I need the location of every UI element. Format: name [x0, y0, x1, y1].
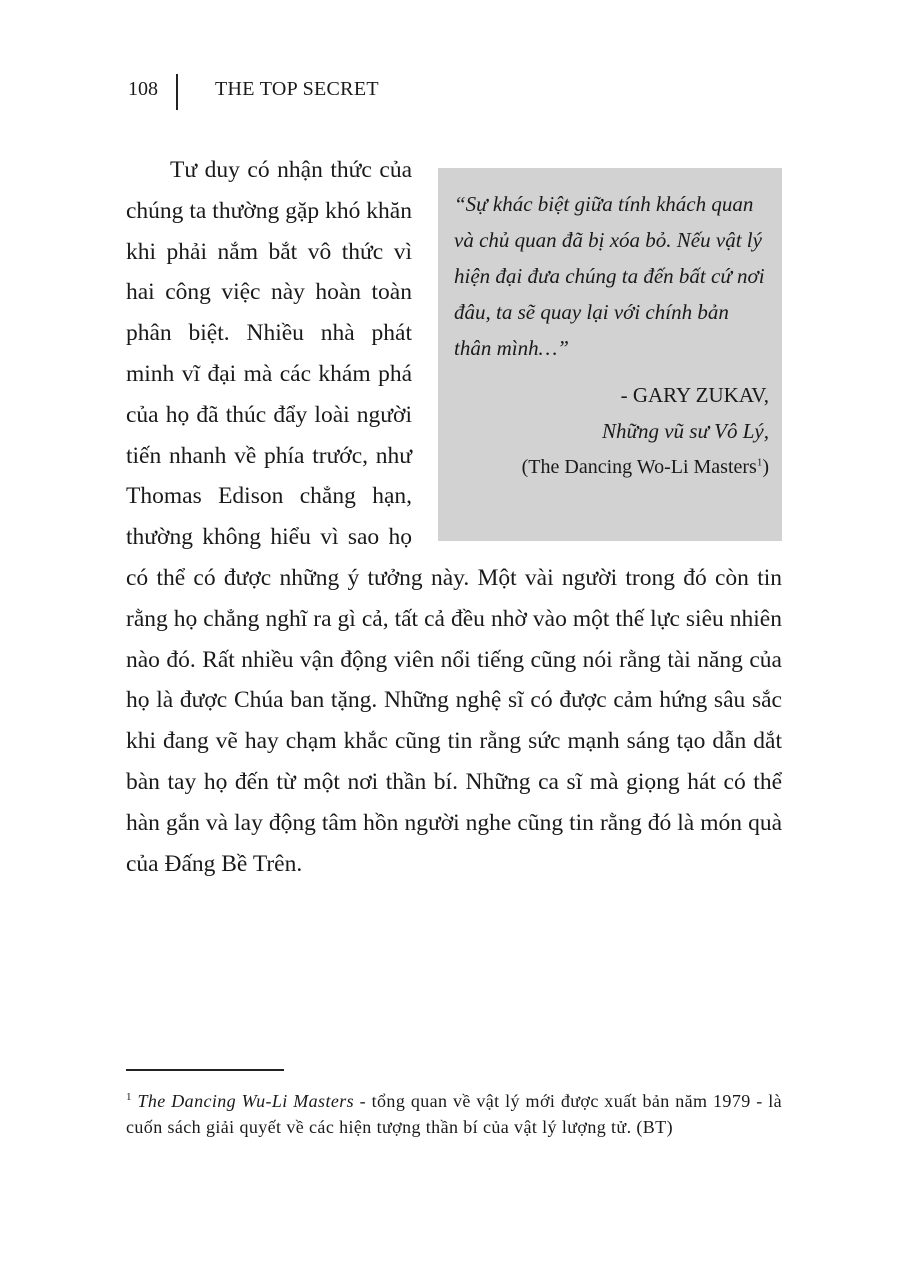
page-number: 108 — [128, 78, 158, 100]
quote-author: - GARY ZUKAV, — [620, 383, 769, 407]
footnote-divider — [126, 1069, 284, 1071]
body-paragraph: Tư duy có nhận thức của chúng ta thường gặp khó khăn khi phải nắm bắt vô thức vì hai công việc này hoàn toàn phân biệt. Nhiều nhà phát minh vĩ đại mà các khám phá của họ đã thúc đẩy loài người tiến nhanh về phía trước, như Thomas Edison chẳng hạn, thường không hiểu vì sao họ có thể có được những ý tưởng này. Một vài người trong đó còn tin rằng họ chẳng nghĩ ra gì cả, tất cả đều nhờ vào một thế lực siêu nhiên nào đó. Rất nhiều vận động viên nổi tiếng cũng nói rằng tài năng của họ là được Chúa ban tặng. Những nghệ sĩ có được cảm hứng sâu sắc khi đang vẽ hay chạm khắc cũng tin rằng sức mạnh sáng tạo dẫn dắt bàn tay họ đến từ một nơi thần bí. Những ca sĩ mà giọng hát có thể hàn gắn và lay động tâm hồn người nghe cũng tin rằng đó là món quà của Đấng Bề Trên. — [126, 157, 782, 877]
quote-book-title: Những vũ sư Vô Lý, — [602, 419, 769, 443]
footnote-title: The Dancing Wu-Li Masters — [137, 1091, 355, 1111]
original-title-text: (The Dancing Wo-Li Masters — [521, 456, 757, 478]
body-text — [126, 150, 782, 884]
footnote — [126, 1089, 782, 1140]
footnote-text: - tổng quan về vật lý mới được xuất bản năm 1979 - là cuốn sách giải quyết về các hiện tượng thần bí của vật lý lượng tử. (BT) — [126, 1091, 782, 1137]
closing-paren: ) — [762, 456, 769, 478]
quote-text: “Sự khác biệt giữa tính khách quan và chủ quan đã bị xóa bỏ. Nếu vật lý hiện đại đưa chúng ta đến bất cứ nơi đâu, ta sẽ quay lại với chính bản thân mình…” — [454, 192, 765, 360]
quote-box — [438, 168, 782, 541]
footnote-reference: 1 — [756, 456, 763, 469]
running-title: THE TOP SECRET — [215, 78, 379, 100]
footnote-marker: 1 — [126, 1091, 132, 1103]
quote-original-title — [454, 452, 769, 482]
header-divider — [176, 74, 178, 110]
